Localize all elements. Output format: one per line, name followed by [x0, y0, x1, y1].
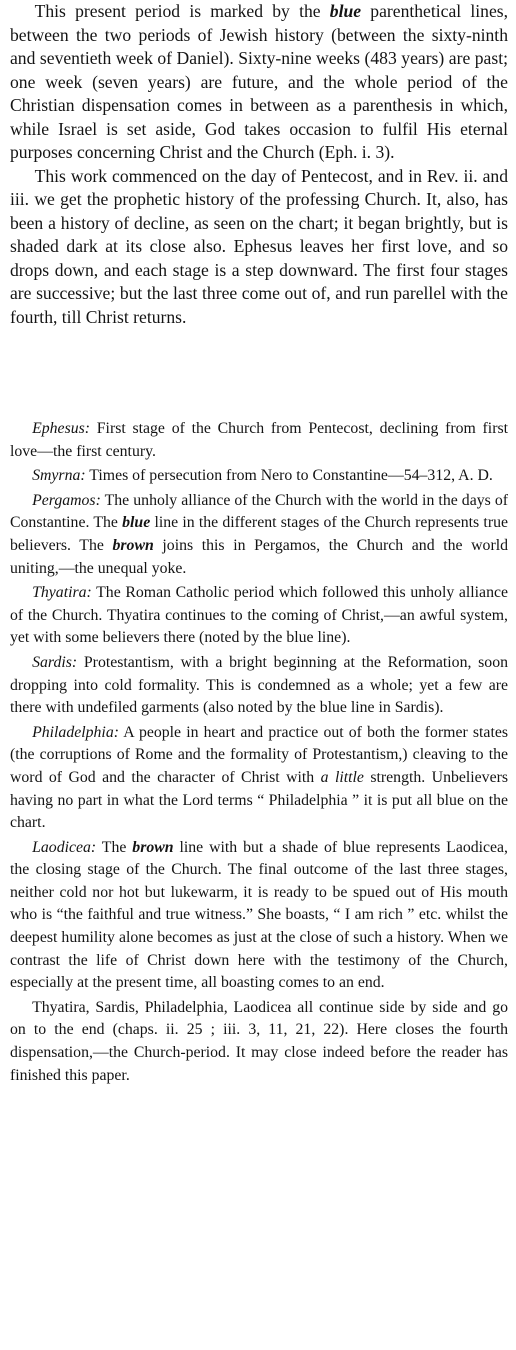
- text-run: Thyatira, Sardis, Philadelphia, Laodicea all continue side by side and go on to the end (chaps. ii. 25 ; iii. 3, 11, 21, 22). Here closes the fourth dispensation,—the Church-period. It may close indeed before the reader has finished this paper.: [10, 998, 508, 1084]
- emphasis-text: Thyatira:: [32, 584, 92, 602]
- stage-pergamos-paragraph: [10, 490, 508, 580]
- emphasis-text: blue: [122, 514, 151, 532]
- text-run: line in the different stages of the Church represents true believers. The: [10, 514, 508, 554]
- closing-paragraph: [10, 997, 508, 1087]
- stage-philadelphia-paragraph: [10, 722, 508, 835]
- emphasis-text: Smyrna:: [32, 467, 86, 485]
- stage-sardis-paragraph: [10, 652, 508, 720]
- text-run: The: [96, 838, 133, 856]
- emphasis-text: blue: [329, 1, 362, 21]
- text-run: Times of persecution from Nero to Constantine—54–312, A. D.: [85, 467, 493, 485]
- intro-paragraph-2: [10, 165, 508, 330]
- emphasis-text: Laodicea:: [32, 838, 97, 856]
- church-stages-section: [10, 418, 508, 1089]
- emphasis-text: brown: [112, 536, 154, 554]
- emphasis-text: Philadelphia:: [32, 723, 119, 741]
- text-run: This work commenced on the day of Pentecost, and in Rev. ii. and iii. we get the prophetic history of the professing Church. It, also, has been a history of decline, as seen on the chart; it began brightly, but is shaded dark at its close also. Ephesus leaves her first love, and so drops down, and each stage is a step downward. The first four stages are successive; but the last three come out of, and run parellel with the fourth, till Christ returns.: [10, 165, 508, 327]
- text-run: strength. Unbelievers having no part in what the Lord terms “ Philadelphia ” it is put all blue on the chart.: [10, 768, 508, 832]
- text-run: The Roman Catholic period which followed this unholy alliance of the Church. Thyatira continues to the coming of Christ,—an awful system, yet with some believers there (noted by the blue line).: [10, 584, 508, 647]
- emphasis-text: Pergamos:: [32, 491, 101, 509]
- emphasis-text: brown: [132, 838, 174, 856]
- text-run: joins this in Pergamos, the Church and the world uniting,—the unequal yoke.: [10, 536, 508, 577]
- stage-thyatira-paragraph: [10, 582, 508, 650]
- emphasis-text: Sardis:: [32, 653, 78, 671]
- text-run: Protestantism, with a bright beginning at the Reformation, soon dropping into cold formality. This is condemned as a whole; yet a few are there with undefiled garments (also noted by the blue line in Sardis).: [10, 653, 508, 717]
- text-run: First stage of the Church from Pentecost, declining from first love—the first century.: [10, 420, 508, 460]
- stage-laodicea-paragraph: [10, 837, 508, 995]
- intro-paragraph-1: [10, 0, 508, 165]
- text-run: This present period is marked by the: [34, 1, 330, 21]
- stage-smyrna-paragraph: [10, 465, 508, 488]
- stage-ephesus-paragraph: [10, 418, 508, 463]
- emphasis-text: Ephesus:: [32, 420, 91, 437]
- text-run: A people in heart and practice out of both the former states (the corruptions of Rome and the formality of Protestantism,) cleaving to the word of God and the character of Christ with: [10, 723, 508, 786]
- intro-section: [10, 0, 508, 329]
- emphasis-text: a little: [320, 768, 364, 786]
- text-run: parenthetical lines, between the two periods of Jewish history (between the sixty-ninth and seventieth week of Daniel). Sixty-nine weeks (483 years) are past; one week (seven years) are future, and the whole period of the Christian dispensation comes in between as a parenthesis in which, while Israel is set aside, God takes occasion to fulfil His eternal purposes concerning Christ and the Church (Eph. i. 3).: [10, 1, 508, 162]
- text-run: The unholy alliance of the Church with the world in the days of Constantine. The: [10, 491, 508, 532]
- text-run: line with but a shade of blue represents Laodicea, the closing stage of the Church. The final outcome of the last three stages, neither cold nor hot but lukewarm, it is ready to be spued out of His mouth who is “the faithful and true witness.” She boasts, “ I am rich ” etc. whilst the deepest humility alone becomes as just at the close of such a history. When we contrast the life of Christ down here with the testimony of the Church, especially at the present time, all boasting comes to an end.: [10, 838, 508, 992]
